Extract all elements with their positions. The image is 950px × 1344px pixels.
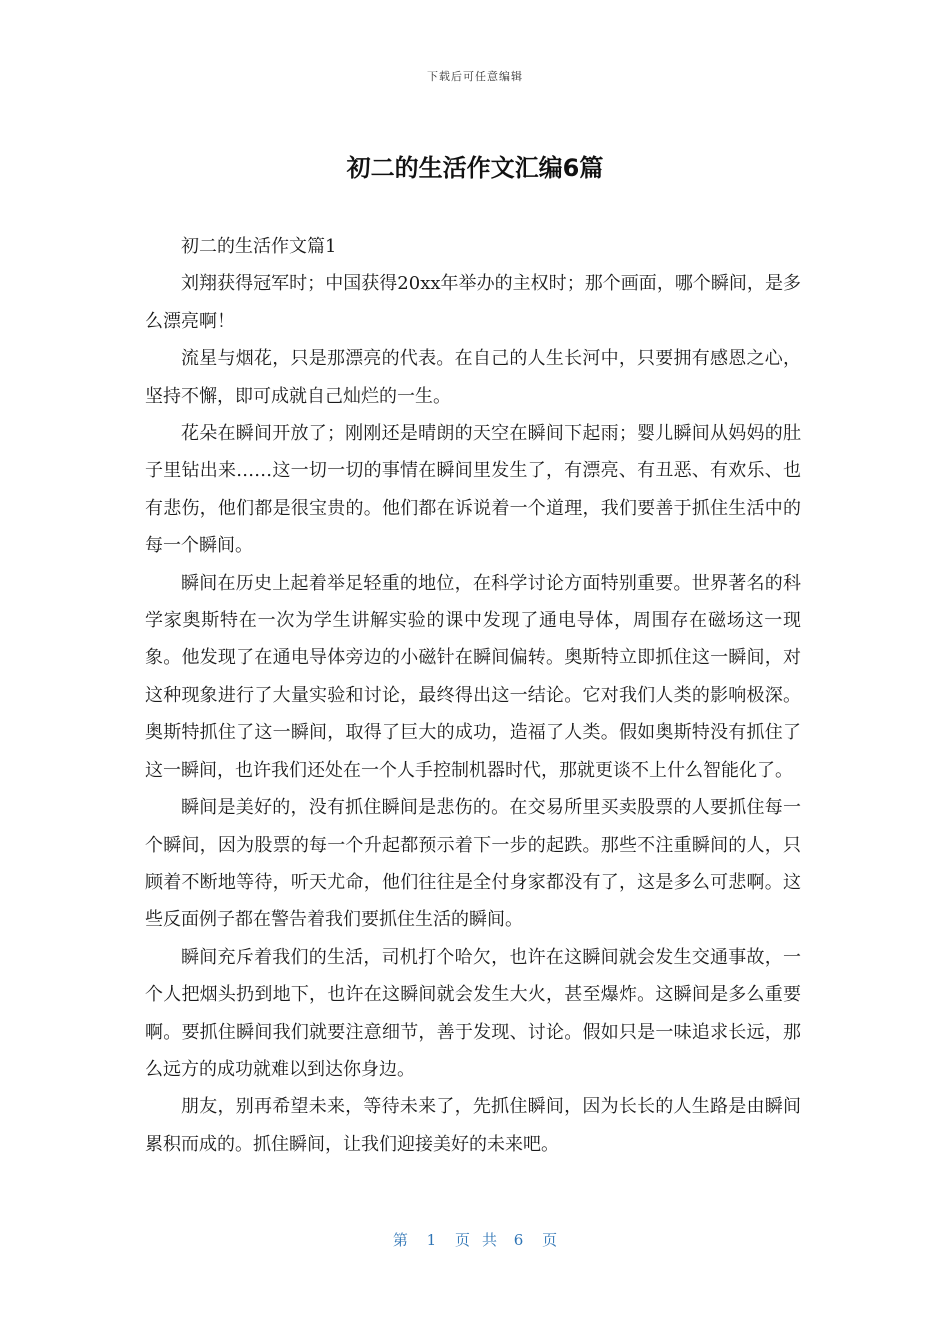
footer-current-page: 1 [426,1231,437,1249]
body-paragraph: 瞬间在历史上起着举足轻重的地位，在科学讨论方面特别重要。世界著名的科学家奥斯特在一次为学生讲解实验的课中发现了通电导体，周围存在磁场这一现象。他发现了在通电导体旁边的小磁针在瞬间偏转。奥斯特立即抓住这一瞬间，对这种现象进行了大量实验和讨论，最终得出这一结论。它对我们人类的影响极深。奥斯特抓住了这一瞬间，取得了巨大的成功，造福了人类。假如奥斯特没有抓住了这一瞬间，也许我们还处在一个人手控制机器时代，那就更谈不上什么智能化了。 [145,572,801,781]
body-paragraph: 流星与烟花，只是那漂亮的代表。在自己的人生长河中，只要拥有感恩之心，坚持不懈，即可成就自己灿烂的一生。 [145,348,801,407]
body-paragraph: 瞬间是美好的，没有抓住瞬间是悲伤的。在交易所里买卖股票的人要抓住每一个瞬间，因为股票的每一个升起都预示着下一步的起跌。那些不注重瞬间的人，只顾着不断地等待，听天尤命，他们往往是全付身家都没有了，这是多么可悲啊。这些反面例子都在警告着我们要抓住生活的瞬间。 [145,797,801,931]
document-title: 初二的生活作文汇编6篇 [346,154,604,182]
section-heading: 初二的生活作文篇1 [181,236,337,257]
footer-prefix: 第 [392,1231,408,1249]
footer-total-pages: 6 [513,1231,524,1249]
document-body [145,228,801,1163]
footer-middle: 页共 [454,1231,509,1249]
body-paragraph: 刘翔获得冠军时；中国获得20xx年举办的主权时；那个画面，哪个瞬间，是多么漂亮啊！ [145,273,801,332]
page-number-footer [0,1229,950,1250]
footer-suffix: 页 [542,1231,558,1249]
body-paragraph: 朋友，别再希望未来，等待未来了，先抓住瞬间，因为长长的人生路是由瞬间累积而成的。抓住瞬间，让我们迎接美好的未来吧。 [145,1096,801,1155]
body-paragraph: 瞬间充斥着我们的生活，司机打个哈欠，也许在这瞬间就会发生交通事故，一个人把烟头扔到地下，也许在这瞬间就会发生大火，甚至爆炸。这瞬间是多么重要啊。要抓住瞬间我们就要注意细节，善于发现、讨论。假如只是一味追求长远，那么远方的成功就难以到达你身边。 [145,946,801,1080]
body-paragraph: 花朵在瞬间开放了；刚刚还是晴朗的天空在瞬间下起雨；婴儿瞬间从妈妈的肚子里钻出来……这一切一切的事情在瞬间里发生了，有漂亮、有丑恶、有欢乐、也有悲伤，他们都是很宝贵的。他们都在诉说着一个道理，我们要善于抓住生活中的每一个瞬间。 [145,423,801,557]
header-note: 下载后可任意编辑 [427,70,523,83]
